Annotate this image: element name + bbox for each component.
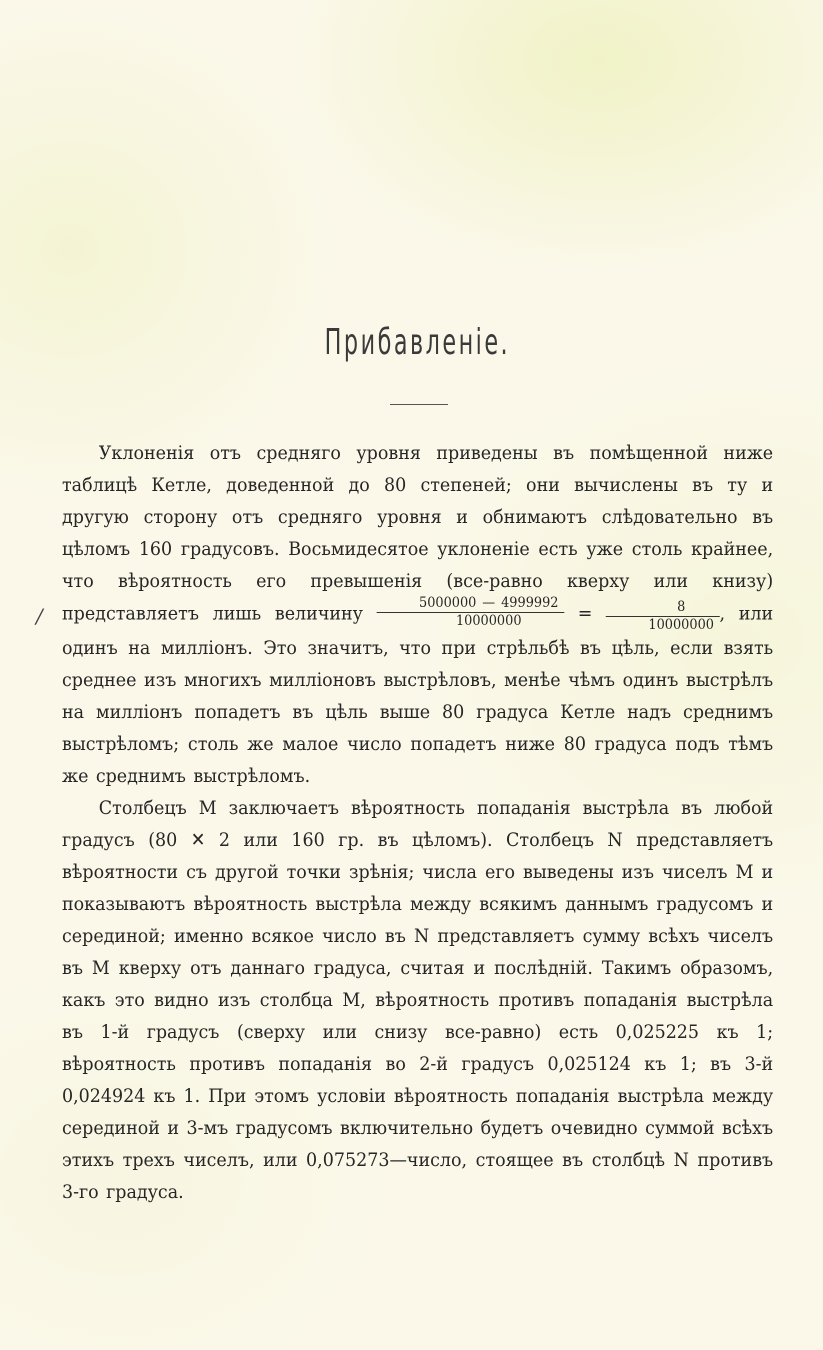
paragraph-1-text-a: Уклоненія отъ средняго уровня приведены въ помѣщенной ниже таблицѣ Кетле, доведенной до 80 степеней; они вычислены въ ту и другую сторону отъ средняго уровня и обнимаютъ слѣдовательно въ цѣломъ 160 градусовъ. Восьмидесятое уклоненіе есть уже столь крайнее, что вѣроятность его превышенія (все-равно кверху или книзу) представляетъ лишь величину <box>62 442 774 625</box>
paragraph-2: Столбецъ M заключаетъ вѣроятность попаданія выстрѣла въ любой градусъ (80 ✕ 2 или 160 гр. въ цѣломъ). Столбецъ N представляетъ вѣроятности съ другой точки зрѣнія; числа его выведены изъ чиселъ M и показываютъ вѣроятность выстрѣла между всякимъ даннымъ градусомъ и серединой; именно всякое число въ N представляетъ сумму всѣхъ чиселъ въ M кверху отъ даннаго градуса, считая и послѣдній. Такимъ образомъ, какъ это видно изъ столбца M, вѣроятность противъ попаданія выстрѣла въ 1-й градусъ (сверху или снизу все-равно) есть 0,025225 къ 1; вѣроятность противъ попаданія во 2-й градусъ 0,025124 къ 1; въ 3-й 0,024924 къ 1. При этомъ условіи вѣроятность попаданія выстрѣла между серединой и 3-мъ градусомъ включительно будетъ очевидно суммой всѣхъ этихъ трехъ чиселъ, или 0,075273—число, стоящее въ столбцѣ N противъ 3-го градуса. <box>62 797 774 1203</box>
fraction-numerator: 5000000 — 4999992 <box>377 595 564 613</box>
body-text <box>62 437 773 1208</box>
equals-sign: = <box>577 602 593 625</box>
fraction-result <box>606 599 719 634</box>
title-divider <box>390 404 448 405</box>
paragraph-1 <box>62 437 773 792</box>
paragraph-1-text-b: , или одинъ на милліонъ. Это значитъ, что при стрѣльбѣ въ цѣль, если взять среднее изъ многихъ милліоновъ выстрѣловъ, менѣе чѣмъ одинъ выстрѣлъ на милліонъ попадетъ въ цѣль выше 80 градуса Кетле надъ среднимъ выстрѣломъ; столь же малое число попадетъ ниже 80 градуса подъ тѣмъ же среднимъ выстрѣломъ. <box>62 602 774 787</box>
fraction-result-numerator: 8 <box>606 599 719 617</box>
fraction-probability <box>377 595 564 630</box>
fraction-result-denominator: 10000000 <box>648 617 714 633</box>
margin-mark: / <box>36 604 43 628</box>
page-title: Прибавленіе. <box>324 322 511 363</box>
fraction-denominator: 10000000 <box>455 613 522 629</box>
